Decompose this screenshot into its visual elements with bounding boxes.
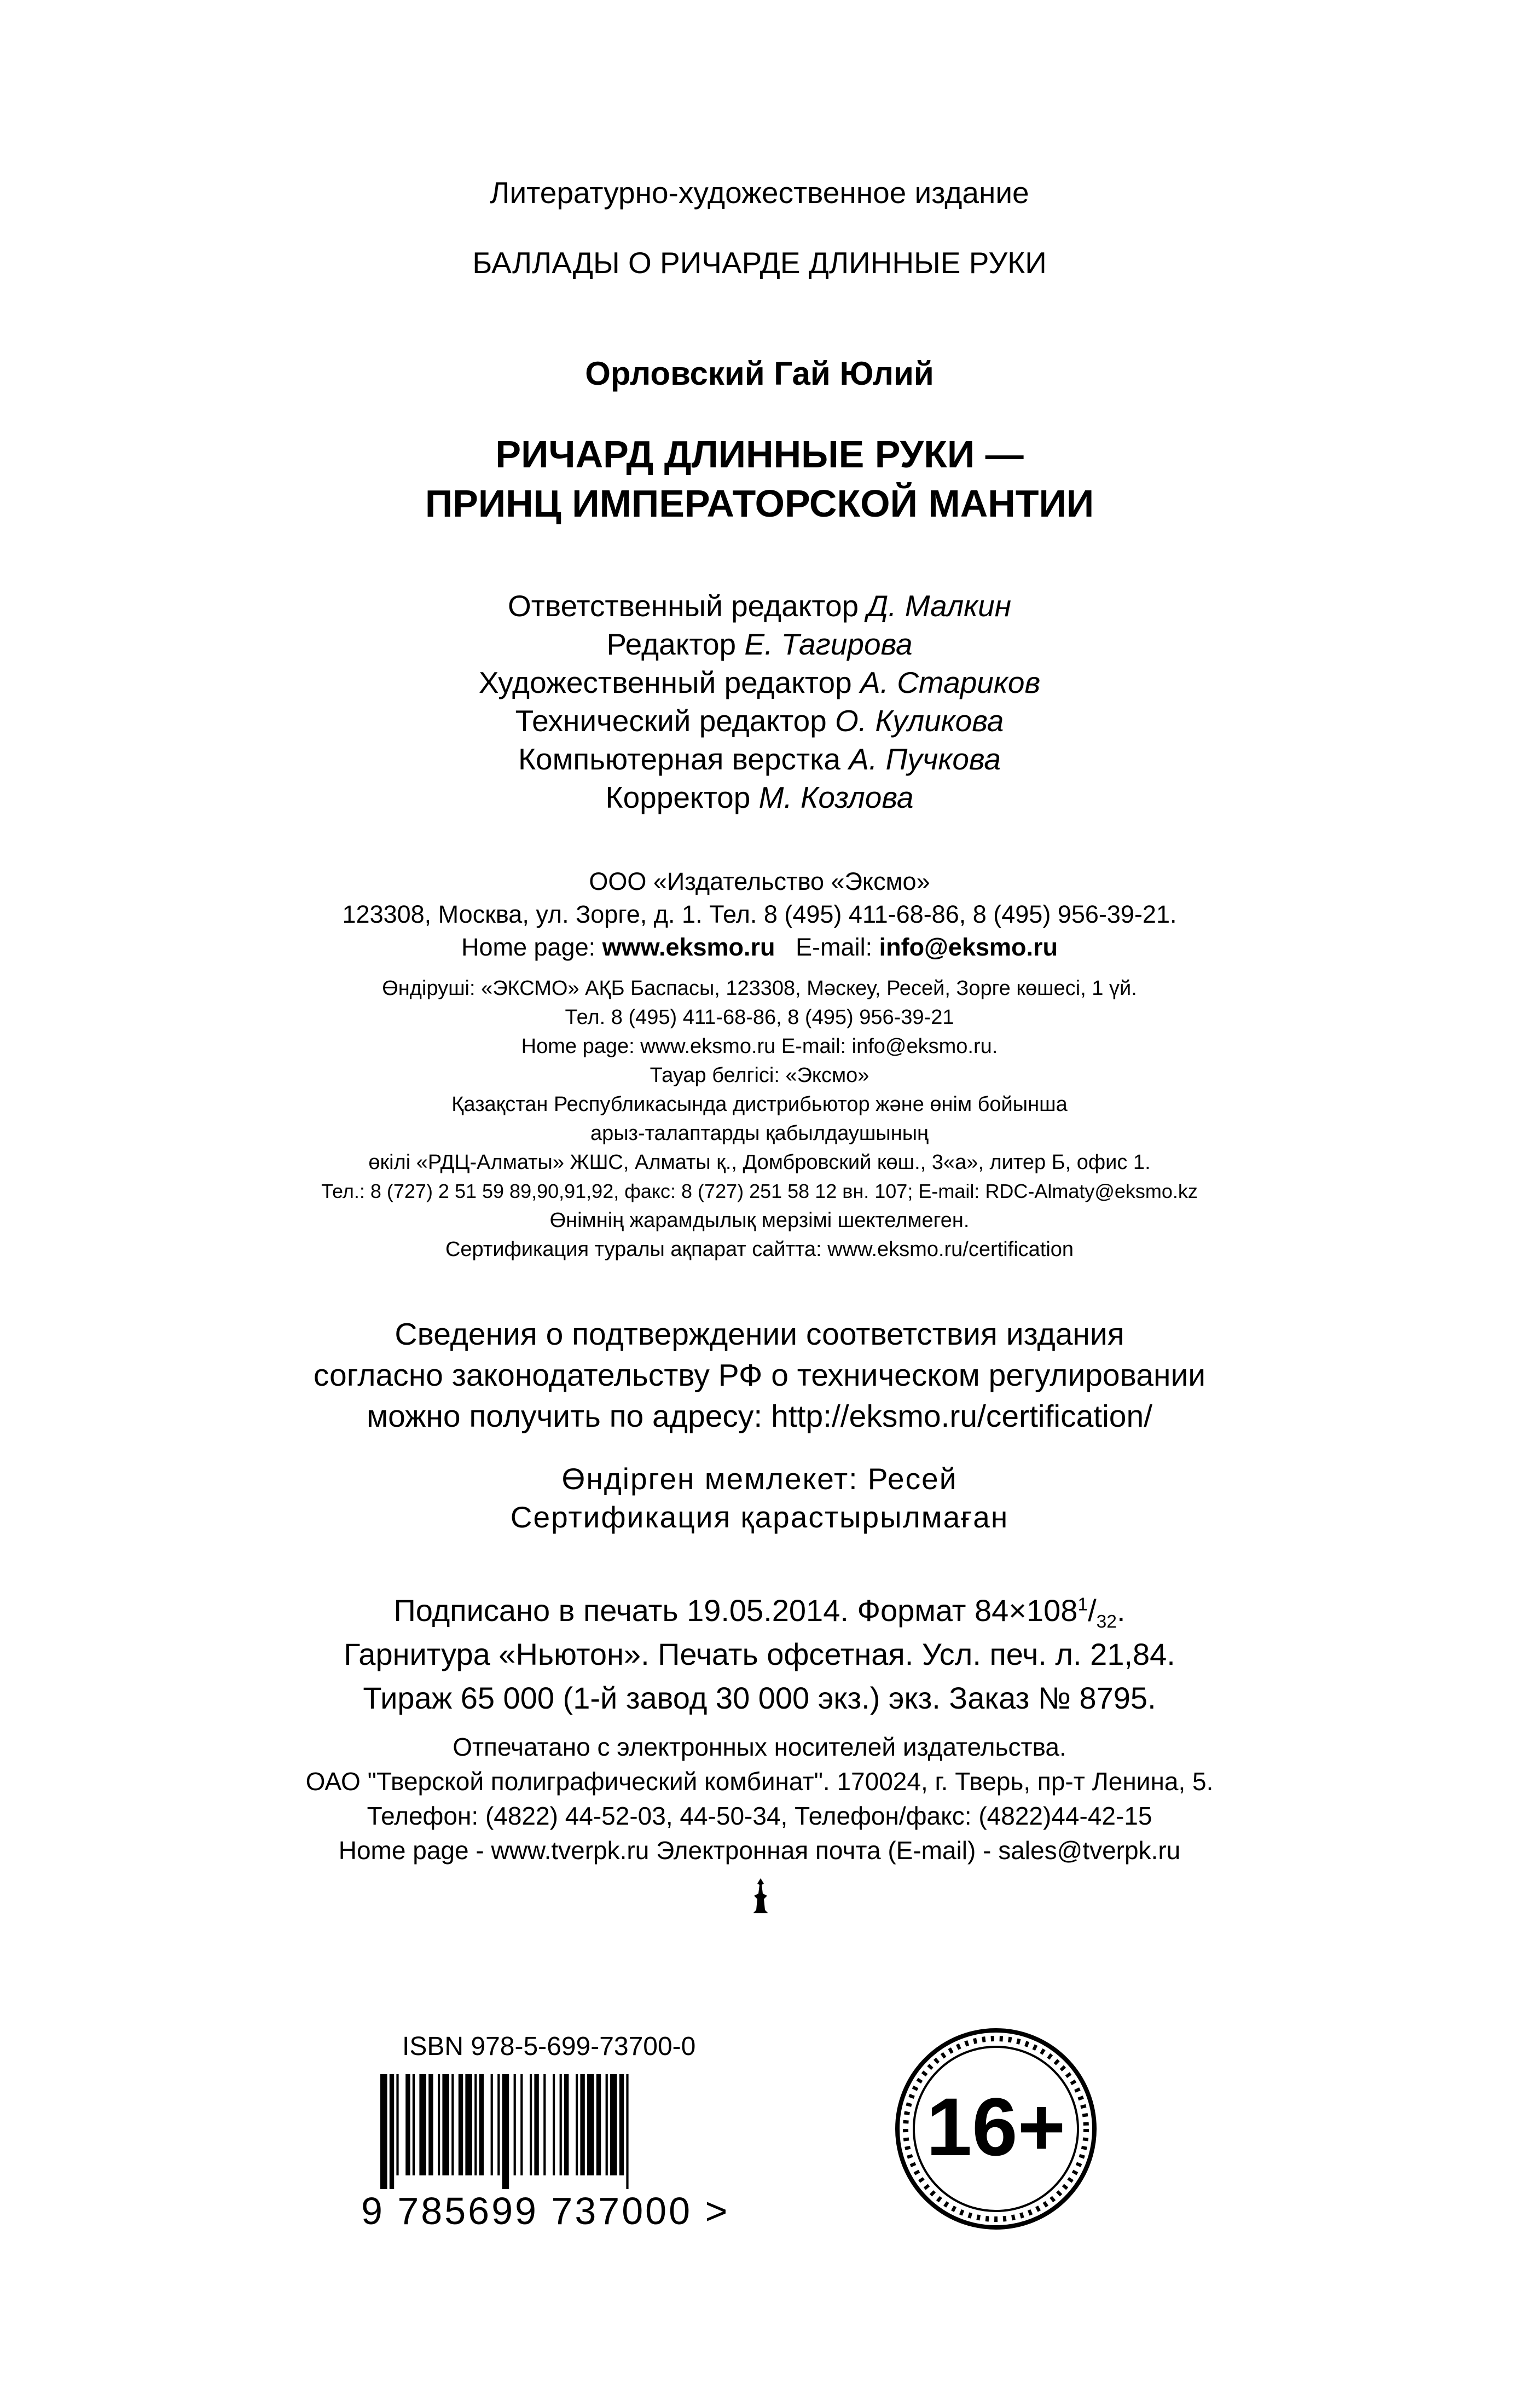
staff-line bbox=[0, 627, 1519, 662]
barcode-bar bbox=[474, 2074, 477, 2175]
barcode-bar bbox=[530, 2074, 532, 2175]
email-link[interactable]: info@eksmo.ru bbox=[879, 933, 1058, 961]
staff-role: Корректор bbox=[605, 780, 759, 814]
staff-line bbox=[0, 742, 1519, 777]
kz-line: арыз-талаптарды қабылдаушының bbox=[590, 1122, 929, 1145]
staff-name: Д. Малкин bbox=[867, 589, 1011, 623]
staff-role: Ответственный редактор bbox=[508, 589, 867, 623]
barcode-bar bbox=[438, 2074, 440, 2175]
barcode-bar bbox=[576, 2074, 578, 2175]
author-name: Орловский Гай Юлий bbox=[585, 355, 934, 392]
staff-name: О. Куликова bbox=[835, 704, 1004, 738]
staff-line bbox=[0, 665, 1519, 700]
barcode-icon bbox=[380, 2074, 720, 2189]
publisher-name: ООО «Издательство «Эксмо» bbox=[589, 867, 930, 895]
barcode-bar bbox=[405, 2074, 410, 2175]
series-title: БАЛЛАДЫ О РИЧАРДЕ ДЛИННЫЕ РУКИ bbox=[472, 246, 1047, 280]
barcode-bar bbox=[502, 2074, 509, 2189]
staff-role: Редактор bbox=[606, 627, 745, 661]
staff-name: А. Пучкова bbox=[849, 742, 1001, 776]
kz-line: Тауар белгісі: «Эксмо» bbox=[650, 1064, 869, 1087]
barcode-bar bbox=[580, 2074, 584, 2175]
barcode-bar bbox=[380, 2074, 387, 2189]
print-signed: Подписано в печать 19.05.2014. Формат 84×108 bbox=[393, 1593, 1078, 1628]
barcode-bar bbox=[451, 2074, 454, 2175]
printer-line: Отпечатано с электронных носителей издательства. bbox=[453, 1733, 1066, 1761]
barcode-bar bbox=[596, 2074, 601, 2175]
barcode-bar bbox=[520, 2074, 523, 2175]
staff-role: Компьютерная верстка bbox=[518, 742, 849, 776]
certification-line: Сведения о подтверждении соответствия издания bbox=[395, 1317, 1124, 1352]
kz-cert-line: Өндірген мемлекет: Ресей bbox=[561, 1462, 958, 1496]
barcode-bar bbox=[413, 2074, 415, 2175]
age-rating-badge bbox=[892, 2025, 1100, 2233]
barcode-bar bbox=[543, 2074, 546, 2175]
print-signed-end: . bbox=[1116, 1593, 1126, 1628]
print-info-line: Тираж 65 000 (1-й завод 30 000 экз.) экз. Заказ № 8795. bbox=[363, 1681, 1156, 1715]
print-info-line: Подписано в печать 19.05.2014. Формат $84\times 108^1/_{32}$. bbox=[393, 1593, 1126, 1633]
barcode-bar bbox=[514, 2074, 516, 2175]
barcode-bar bbox=[626, 2074, 628, 2189]
staff-role: Художественный редактор bbox=[478, 665, 860, 699]
isbn-label: ISBN 978-5-699-73700-0 bbox=[402, 2032, 696, 2061]
kz-line: Қазақстан Республикасында дистрибьютор және өнім бойынша bbox=[451, 1093, 1068, 1116]
printer-line: ОАО "Тверской полиграфический комбинат". 170024, г. Тверь, пр-т Ленина, 5. bbox=[305, 1767, 1214, 1796]
edition-type: Литературно-художественное издание bbox=[490, 176, 1029, 210]
barcode-bar bbox=[419, 2074, 426, 2175]
barcode-bar bbox=[396, 2074, 398, 2175]
barcode-bar bbox=[442, 2074, 449, 2175]
barcode-bar bbox=[390, 2074, 394, 2189]
barcode-bar bbox=[534, 2074, 538, 2175]
home-label: Home page: bbox=[461, 933, 602, 961]
format-numerator: 1 bbox=[1077, 1594, 1088, 1615]
barcode-bar bbox=[553, 2074, 555, 2175]
barcode-bar bbox=[491, 2074, 493, 2175]
barcode-bar bbox=[587, 2074, 594, 2175]
barcode-bar bbox=[619, 2074, 624, 2175]
format-denominator: 32 bbox=[1096, 1612, 1117, 1633]
kz-line: өкілі «РДЦ-Алматы» ЖШС, Алматы қ., Домбровский көш., 3«а», литер Б, офис 1. bbox=[368, 1151, 1151, 1174]
staff-line bbox=[0, 703, 1519, 738]
kz-line: Home page: www.eksmo.ru E-mail: info@eksmo.ru. bbox=[521, 1035, 998, 1058]
staff-line bbox=[0, 780, 1519, 815]
staff-name: Е. Тагирова bbox=[744, 627, 913, 661]
barcode-bar bbox=[610, 2074, 617, 2175]
barcode-bar bbox=[560, 2074, 562, 2175]
staff-name: А. Стариков bbox=[860, 665, 1041, 699]
book-title-line2: ПРИНЦ ИМПЕРАТОРСКОЙ МАНТИИ bbox=[425, 482, 1094, 525]
certification-line: можно получить по адресу: http://eksmo.ru/certification/ bbox=[366, 1399, 1153, 1434]
email-label: E-mail: bbox=[775, 933, 879, 961]
kz-line: Өнімнің жарамдылық мерзімі шектелмеген. bbox=[549, 1209, 970, 1232]
staff-line bbox=[0, 588, 1519, 623]
printer-line: Телефон: (4822) 44-52-03, 44-50-34, Телефон/факс: (4822)44-42-15 bbox=[367, 1802, 1152, 1830]
barcode-bar bbox=[497, 2074, 500, 2175]
barcode-bar bbox=[606, 2074, 608, 2175]
kz-line: Тел. 8 (495) 411-68-86, 8 (495) 956-39-21 bbox=[565, 1006, 954, 1029]
barcode-digits: 9 785699 737000 > bbox=[361, 2190, 730, 2232]
barcode-bar bbox=[459, 2074, 463, 2175]
barcode-bar bbox=[428, 2074, 433, 2175]
kz-line: Сертификация туралы ақпарат сайтта: www.eksmo.ru/certification bbox=[445, 1238, 1074, 1261]
publisher-contacts bbox=[0, 933, 1519, 962]
staff-role: Технический редактор bbox=[515, 704, 836, 738]
printer-logo-icon bbox=[750, 1877, 772, 1915]
kz-line: Өндіруші: «ЭКСМО» АҚБ Баспасы, 123308, Мәскеу, Ресей, Зорге көшесі, 1 үй. bbox=[382, 977, 1137, 1000]
staff-name: М. Козлова bbox=[758, 780, 914, 814]
kz-line: Тел.: 8 (727) 2 51 59 89,90,91,92, факс: 8 (727) 251 58 12 вн. 107; E-mail: RDC-Almaty@eksmo.kz bbox=[321, 1180, 1198, 1202]
home-url[interactable]: www.eksmo.ru bbox=[602, 933, 775, 961]
age-rating-text: 16+ bbox=[926, 2081, 1066, 2173]
printer-line: Home page - www.tverpk.ru Электронная почта (E-mail) - sales@tverpk.ru bbox=[338, 1836, 1181, 1865]
book-title-line1: РИЧАРД ДЛИННЫЕ РУКИ — bbox=[495, 433, 1024, 476]
barcode-bar bbox=[564, 2074, 569, 2175]
barcode-bar bbox=[479, 2074, 484, 2175]
print-info-line: Гарнитура «Ньютон». Печать офсетная. Усл. печ. л. 21,84. bbox=[344, 1637, 1175, 1671]
certification-line: согласно законодательству РФ о техническом регулировании bbox=[313, 1358, 1206, 1393]
barcode-bar bbox=[465, 2074, 472, 2175]
kz-cert-line: Сертификация қарастырылмаған bbox=[510, 1500, 1009, 1534]
publisher-address: 123308, Москва, ул. Зорге, д. 1. Тел. 8 (495) 411-68-86, 8 (495) 956-39-21. bbox=[342, 900, 1177, 928]
